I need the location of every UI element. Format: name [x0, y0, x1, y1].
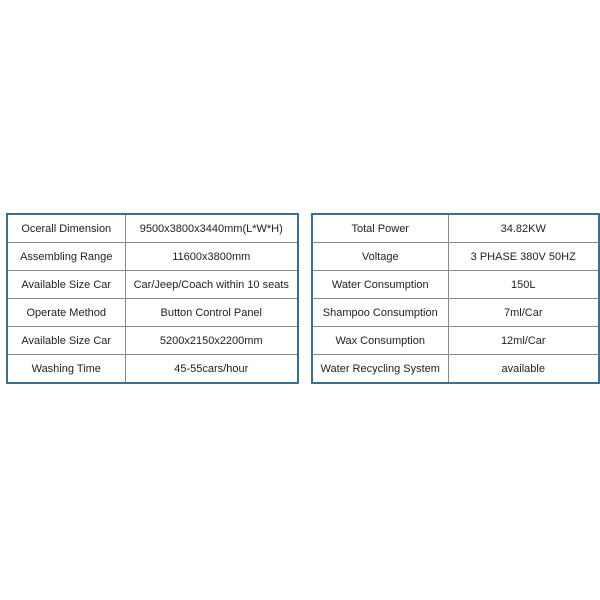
- table-row: [312, 271, 599, 299]
- table-row: [312, 243, 599, 271]
- table-row: [312, 214, 599, 243]
- spec-value: 9500x3800x3440mm(L*W*H): [125, 214, 298, 243]
- table-row: [7, 214, 298, 243]
- spec-label: Washing Time: [7, 355, 125, 384]
- table-row: [7, 355, 298, 384]
- spec-label: Operate Method: [7, 299, 125, 327]
- spec-value: 3 PHASE 380V 50HZ: [448, 243, 599, 271]
- spec-value: 5200x2150x2200mm: [125, 327, 298, 355]
- spec-value: 12ml/Car: [448, 327, 599, 355]
- spec-label: Wax Consumption: [312, 327, 448, 355]
- spec-value: 11600x3800mm: [125, 243, 298, 271]
- spec-label: Total Power: [312, 214, 448, 243]
- spec-value: 150L: [448, 271, 599, 299]
- spec-label: Ocerall Dimension: [7, 214, 125, 243]
- table-row: [312, 327, 599, 355]
- table-row: [7, 327, 298, 355]
- spec-label: Assembling Range: [7, 243, 125, 271]
- spec-value: 34.82KW: [448, 214, 599, 243]
- spec-label: Shampoo Consumption: [312, 299, 448, 327]
- spec-label: Water Consumption: [312, 271, 448, 299]
- spec-label: Available Size Car: [7, 327, 125, 355]
- spec-table-right: [311, 213, 600, 384]
- spec-table-left: [6, 213, 299, 384]
- spec-value: Car/Jeep/Coach within 10 seats: [125, 271, 298, 299]
- table-row: [7, 299, 298, 327]
- spec-value: available: [448, 355, 599, 384]
- spec-value: 45-55cars/hour: [125, 355, 298, 384]
- spec-label: Available Size Car: [7, 271, 125, 299]
- spec-value: Button Control Panel: [125, 299, 298, 327]
- table-row: [7, 271, 298, 299]
- table-row: [312, 355, 599, 384]
- spec-label: Water Recycling System: [312, 355, 448, 384]
- spec-label: Voltage: [312, 243, 448, 271]
- table-row: [7, 243, 298, 271]
- table-row: [312, 299, 599, 327]
- spec-value: 7ml/Car: [448, 299, 599, 327]
